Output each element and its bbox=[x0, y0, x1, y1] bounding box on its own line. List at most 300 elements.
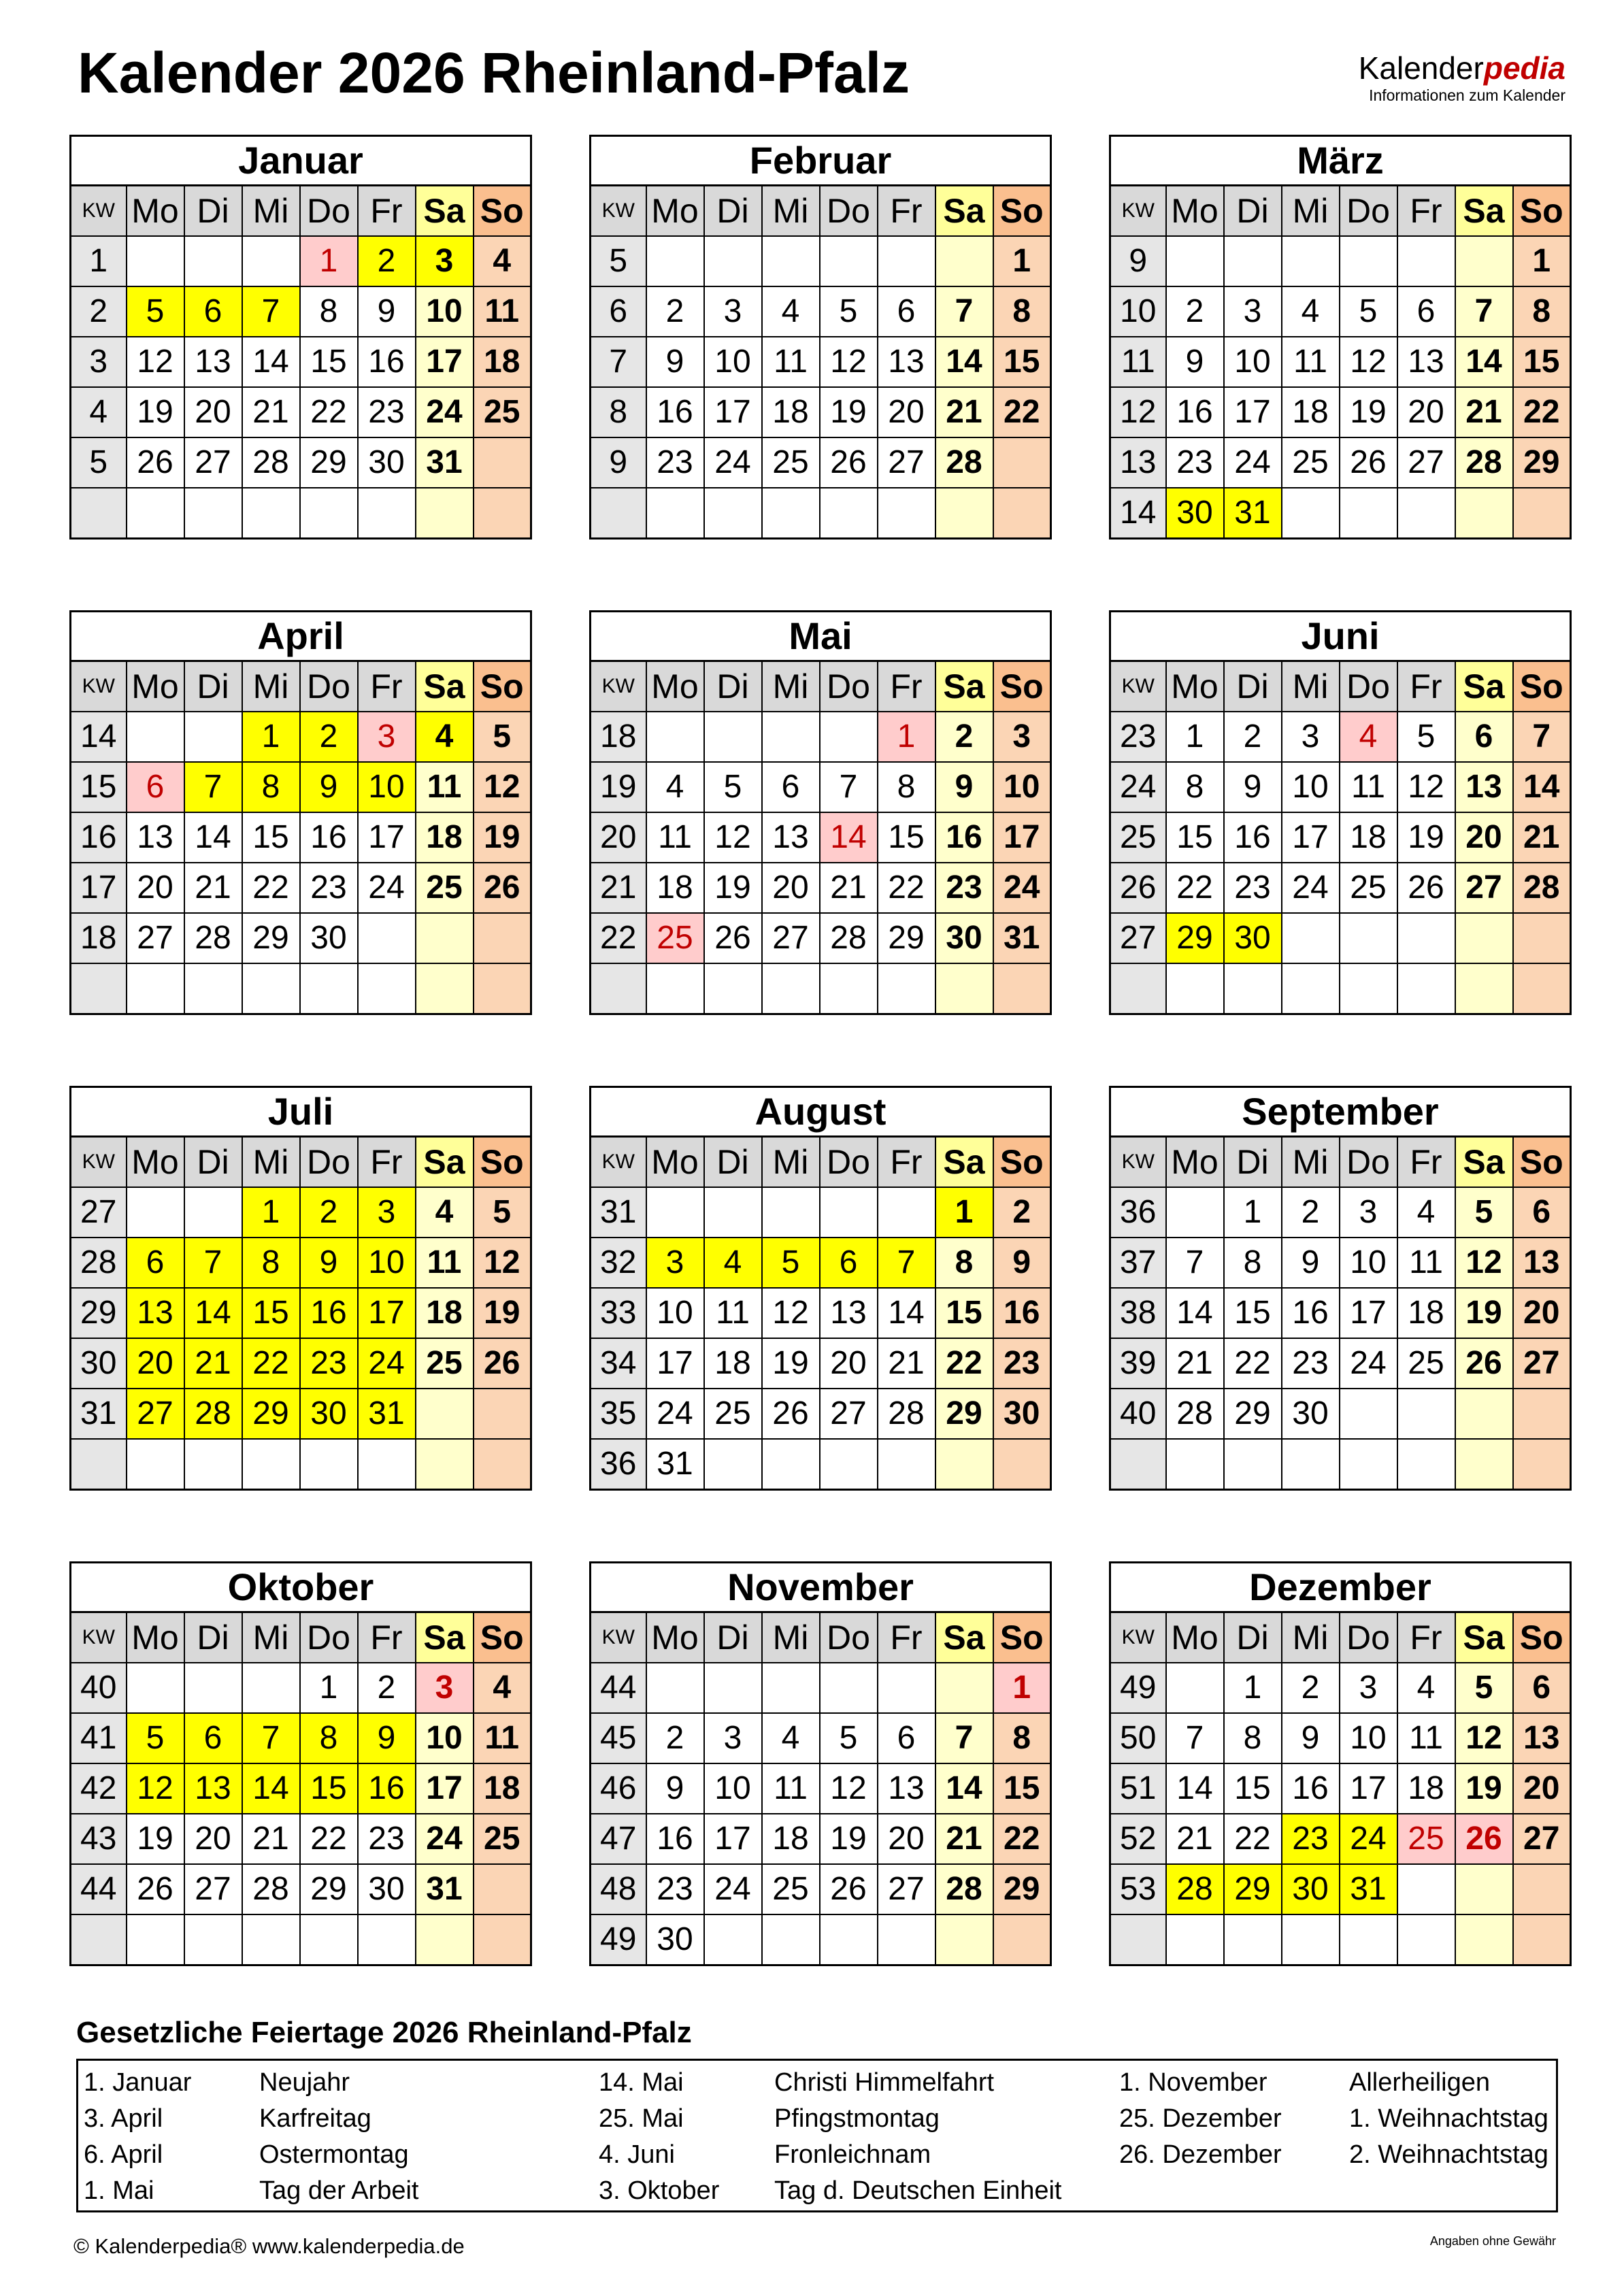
holiday-date: 1. Januar bbox=[84, 2068, 192, 2097]
month-table bbox=[1109, 1561, 1572, 1966]
week-number: 52 bbox=[1110, 1814, 1166, 1864]
holiday-date: 6. April bbox=[84, 2140, 163, 2169]
week-number: 28 bbox=[71, 1238, 127, 1288]
day-cell: 28 bbox=[1166, 1864, 1224, 1914]
month-name: November bbox=[591, 1563, 1051, 1612]
empty-day-cell bbox=[1282, 963, 1340, 1014]
week-number: 4 bbox=[71, 387, 127, 437]
weekday-header: Do bbox=[1340, 1612, 1397, 1663]
day-cell: 24 bbox=[416, 1814, 474, 1864]
weekday-header: So bbox=[474, 1612, 531, 1663]
day-cell: 19 bbox=[820, 387, 878, 437]
empty-day-cell bbox=[1224, 1914, 1282, 1965]
day-cell: 5 bbox=[1397, 712, 1455, 762]
day-cell: 9 bbox=[935, 762, 993, 812]
day-cell: 1 bbox=[993, 236, 1051, 286]
day-cell: 15 bbox=[993, 337, 1051, 387]
holiday-entry bbox=[599, 2101, 1102, 2137]
empty-day-cell bbox=[935, 1439, 993, 1490]
week-number: 25 bbox=[1110, 812, 1166, 863]
empty-day-cell bbox=[242, 1914, 300, 1965]
weekday-header: Di bbox=[704, 661, 762, 712]
day-cell: 23 bbox=[1166, 437, 1224, 488]
day-cell: 18 bbox=[646, 863, 704, 913]
week-number: 2 bbox=[71, 286, 127, 337]
empty-day-cell bbox=[1513, 963, 1571, 1014]
day-cell: 9 bbox=[1282, 1238, 1340, 1288]
empty-day-cell bbox=[704, 712, 762, 762]
day-cell: 22 bbox=[1166, 863, 1224, 913]
month-name: April bbox=[71, 612, 531, 661]
week-number: 27 bbox=[71, 1187, 127, 1238]
week-number: 41 bbox=[71, 1713, 127, 1763]
day-cell: 23 bbox=[1282, 1814, 1340, 1864]
week-number: 9 bbox=[591, 437, 646, 488]
legend-column bbox=[1119, 2065, 1623, 2173]
day-cell: 21 bbox=[1513, 812, 1571, 863]
day-cell: 24 bbox=[704, 437, 762, 488]
day-cell: 29 bbox=[1513, 437, 1571, 488]
day-cell: 29 bbox=[300, 1864, 358, 1914]
holiday-entry bbox=[1119, 2137, 1623, 2173]
empty-day-cell bbox=[935, 236, 993, 286]
empty-day-cell bbox=[704, 1439, 762, 1490]
empty-day-cell bbox=[762, 236, 820, 286]
empty-day-cell bbox=[242, 236, 300, 286]
day-cell: 1 bbox=[993, 1663, 1051, 1713]
empty-day-cell bbox=[474, 963, 531, 1014]
day-cell: 19 bbox=[127, 387, 184, 437]
empty-day-cell bbox=[646, 236, 704, 286]
holiday-date: 3. Oktober bbox=[599, 2176, 720, 2205]
week-row bbox=[1110, 1338, 1571, 1389]
week-number bbox=[1110, 1914, 1166, 1965]
empty-day-cell bbox=[820, 1187, 878, 1238]
week-number: 36 bbox=[1110, 1187, 1166, 1238]
month-dezember bbox=[1109, 1561, 1572, 1966]
day-cell: 8 bbox=[1513, 286, 1571, 337]
holiday-name: Christi Himmelfahrt bbox=[774, 2068, 995, 2097]
day-cell: 5 bbox=[1455, 1187, 1513, 1238]
day-cell: 6 bbox=[184, 286, 242, 337]
day-cell: 16 bbox=[300, 812, 358, 863]
holiday-name: Karfreitag bbox=[259, 2104, 371, 2133]
holiday-date: 25. Mai bbox=[599, 2104, 684, 2133]
day-cell: 21 bbox=[184, 1338, 242, 1389]
weekday-header: So bbox=[1513, 1137, 1571, 1188]
day-cell: 5 bbox=[127, 286, 184, 337]
week-number bbox=[1110, 963, 1166, 1014]
empty-day-cell bbox=[820, 963, 878, 1014]
month-name: Juni bbox=[1110, 612, 1571, 661]
day-cell: 14 bbox=[1166, 1288, 1224, 1338]
day-cell: 6 bbox=[820, 1238, 878, 1288]
week-number: 6 bbox=[591, 286, 646, 337]
month-april bbox=[69, 610, 532, 1015]
kw-header: KW bbox=[591, 1137, 646, 1188]
empty-day-cell bbox=[184, 488, 242, 539]
day-cell: 14 bbox=[935, 337, 993, 387]
week-number: 27 bbox=[1110, 913, 1166, 963]
empty-day-cell bbox=[127, 1439, 184, 1490]
weekday-header: Di bbox=[704, 1612, 762, 1663]
day-cell: 4 bbox=[646, 762, 704, 812]
day-cell: 14 bbox=[820, 812, 878, 863]
day-cell: 6 bbox=[878, 1713, 935, 1763]
logo-name-plain: Kalender bbox=[1358, 50, 1484, 86]
day-cell: 4 bbox=[416, 1187, 474, 1238]
weekday-header: Sa bbox=[416, 1137, 474, 1188]
weekday-header-row bbox=[591, 661, 1051, 712]
empty-day-cell bbox=[1397, 1389, 1455, 1439]
day-cell: 5 bbox=[474, 712, 531, 762]
day-cell: 22 bbox=[993, 1814, 1051, 1864]
week-row bbox=[71, 1338, 531, 1389]
day-cell: 11 bbox=[1340, 762, 1397, 812]
day-cell: 13 bbox=[127, 812, 184, 863]
month-table bbox=[69, 1086, 532, 1491]
day-cell: 19 bbox=[1455, 1288, 1513, 1338]
week-row bbox=[71, 1288, 531, 1338]
week-number: 31 bbox=[591, 1187, 646, 1238]
week-number: 30 bbox=[71, 1338, 127, 1389]
week-number: 40 bbox=[1110, 1389, 1166, 1439]
day-cell: 30 bbox=[358, 1864, 416, 1914]
week-row bbox=[1110, 1763, 1571, 1814]
week-number: 13 bbox=[1110, 437, 1166, 488]
holiday-name: Tag d. Deutschen Einheit bbox=[774, 2176, 1062, 2205]
logo-wordmark bbox=[1359, 50, 1565, 86]
day-cell: 26 bbox=[820, 437, 878, 488]
holiday-entry bbox=[599, 2065, 1102, 2101]
week-row bbox=[591, 1439, 1051, 1490]
empty-day-cell bbox=[1340, 1389, 1397, 1439]
day-cell: 12 bbox=[1340, 337, 1397, 387]
week-row bbox=[1110, 812, 1571, 863]
empty-day-cell bbox=[1455, 1914, 1513, 1965]
week-number: 11 bbox=[1110, 337, 1166, 387]
day-cell: 4 bbox=[1282, 286, 1340, 337]
day-cell: 17 bbox=[1282, 812, 1340, 863]
day-cell: 28 bbox=[820, 913, 878, 963]
day-cell: 8 bbox=[242, 1238, 300, 1288]
empty-day-cell bbox=[1340, 1914, 1397, 1965]
day-cell: 1 bbox=[242, 712, 300, 762]
day-cell: 10 bbox=[358, 1238, 416, 1288]
day-cell: 5 bbox=[127, 1713, 184, 1763]
week-row bbox=[1110, 1187, 1571, 1238]
weekday-header: Sa bbox=[1455, 1137, 1513, 1188]
day-cell: 10 bbox=[704, 1763, 762, 1814]
empty-day-cell bbox=[993, 488, 1051, 539]
weekday-header: Mi bbox=[762, 186, 820, 237]
weekday-header: Mo bbox=[646, 1137, 704, 1188]
day-cell: 15 bbox=[300, 337, 358, 387]
weekday-header: So bbox=[1513, 661, 1571, 712]
day-cell: 2 bbox=[300, 1187, 358, 1238]
day-cell: 7 bbox=[1455, 286, 1513, 337]
day-cell: 28 bbox=[242, 437, 300, 488]
month-name: Dezember bbox=[1110, 1563, 1571, 1612]
empty-day-cell bbox=[704, 488, 762, 539]
day-cell: 10 bbox=[358, 762, 416, 812]
day-cell: 25 bbox=[1397, 1338, 1455, 1389]
empty-day-cell bbox=[1513, 913, 1571, 963]
week-row bbox=[1110, 762, 1571, 812]
day-cell: 22 bbox=[300, 1814, 358, 1864]
weekday-header: Do bbox=[820, 1612, 878, 1663]
day-cell: 16 bbox=[300, 1288, 358, 1338]
empty-day-cell bbox=[1397, 1439, 1455, 1490]
weekday-header: Fr bbox=[1397, 1612, 1455, 1663]
day-cell: 27 bbox=[820, 1389, 878, 1439]
week-row bbox=[591, 863, 1051, 913]
weekday-header-row bbox=[1110, 1612, 1571, 1663]
empty-day-cell bbox=[1340, 963, 1397, 1014]
day-cell: 15 bbox=[993, 1763, 1051, 1814]
empty-day-cell bbox=[127, 1914, 184, 1965]
empty-day-cell bbox=[474, 1439, 531, 1490]
empty-day-cell bbox=[646, 963, 704, 1014]
week-row bbox=[1110, 488, 1571, 539]
week-row bbox=[1110, 1814, 1571, 1864]
day-cell: 11 bbox=[1397, 1713, 1455, 1763]
day-cell: 23 bbox=[300, 863, 358, 913]
holiday-entry bbox=[84, 2065, 587, 2101]
day-cell: 7 bbox=[184, 1238, 242, 1288]
day-cell: 23 bbox=[646, 1864, 704, 1914]
week-number: 39 bbox=[1110, 1338, 1166, 1389]
week-number bbox=[71, 1439, 127, 1490]
weekday-header: Fr bbox=[358, 1137, 416, 1188]
weekday-header: Sa bbox=[1455, 186, 1513, 237]
day-cell: 2 bbox=[993, 1187, 1051, 1238]
day-cell: 12 bbox=[704, 812, 762, 863]
week-row bbox=[71, 1663, 531, 1713]
day-cell: 21 bbox=[1166, 1338, 1224, 1389]
empty-day-cell bbox=[1166, 963, 1224, 1014]
day-cell: 11 bbox=[762, 1763, 820, 1814]
weekday-header: Fr bbox=[878, 661, 935, 712]
month-table bbox=[1109, 1086, 1572, 1491]
day-cell: 8 bbox=[1224, 1238, 1282, 1288]
empty-day-cell bbox=[416, 1389, 474, 1439]
empty-day-cell bbox=[184, 963, 242, 1014]
day-cell: 22 bbox=[993, 387, 1051, 437]
day-cell: 28 bbox=[1166, 1389, 1224, 1439]
empty-day-cell bbox=[1513, 1914, 1571, 1965]
week-row bbox=[71, 337, 531, 387]
day-cell: 13 bbox=[184, 337, 242, 387]
day-cell: 9 bbox=[1166, 337, 1224, 387]
day-cell: 12 bbox=[820, 1763, 878, 1814]
weekday-header: Mi bbox=[762, 661, 820, 712]
week-number bbox=[1110, 1439, 1166, 1490]
empty-day-cell bbox=[1166, 1914, 1224, 1965]
day-cell: 28 bbox=[184, 1389, 242, 1439]
weekday-header: Do bbox=[1340, 661, 1397, 712]
day-cell: 12 bbox=[762, 1288, 820, 1338]
day-cell: 28 bbox=[935, 1864, 993, 1914]
week-number: 8 bbox=[591, 387, 646, 437]
month-oktober bbox=[69, 1561, 532, 1966]
empty-day-cell bbox=[1397, 963, 1455, 1014]
day-cell: 24 bbox=[358, 1338, 416, 1389]
day-cell: 8 bbox=[993, 1713, 1051, 1763]
day-cell: 7 bbox=[1513, 712, 1571, 762]
week-number: 24 bbox=[1110, 762, 1166, 812]
day-cell: 29 bbox=[878, 913, 935, 963]
week-row bbox=[71, 1439, 531, 1490]
day-cell: 16 bbox=[935, 812, 993, 863]
day-cell: 26 bbox=[820, 1864, 878, 1914]
day-cell: 25 bbox=[762, 437, 820, 488]
empty-day-cell bbox=[993, 963, 1051, 1014]
day-cell: 20 bbox=[878, 1814, 935, 1864]
empty-day-cell bbox=[820, 712, 878, 762]
empty-day-cell bbox=[1397, 236, 1455, 286]
holiday-date: 14. Mai bbox=[599, 2068, 684, 2097]
weekday-header: Mo bbox=[1166, 661, 1224, 712]
week-number: 29 bbox=[71, 1288, 127, 1338]
month-januar bbox=[69, 135, 532, 540]
day-cell: 31 bbox=[646, 1439, 704, 1490]
day-cell: 21 bbox=[820, 863, 878, 913]
week-row bbox=[591, 1713, 1051, 1763]
footer-copyright[interactable]: © Kalenderpedia® www.kalenderpedia.de bbox=[73, 2234, 465, 2258]
holiday-entry bbox=[1119, 2101, 1623, 2137]
day-cell: 26 bbox=[704, 913, 762, 963]
day-cell: 18 bbox=[474, 1763, 531, 1814]
empty-day-cell bbox=[878, 488, 935, 539]
month-name: Januar bbox=[71, 136, 531, 186]
empty-day-cell bbox=[1397, 913, 1455, 963]
holiday-entry bbox=[599, 2137, 1102, 2173]
day-cell: 5 bbox=[1455, 1663, 1513, 1713]
day-cell: 18 bbox=[704, 1338, 762, 1389]
weekday-header-row bbox=[1110, 1137, 1571, 1188]
day-cell: 30 bbox=[935, 913, 993, 963]
weekday-header: Mi bbox=[1282, 661, 1340, 712]
day-cell: 18 bbox=[1340, 812, 1397, 863]
weekday-header-row bbox=[71, 1612, 531, 1663]
month-table bbox=[69, 135, 532, 540]
day-cell: 12 bbox=[1397, 762, 1455, 812]
day-cell: 11 bbox=[474, 1713, 531, 1763]
day-cell: 25 bbox=[416, 1338, 474, 1389]
day-cell: 7 bbox=[184, 762, 242, 812]
empty-day-cell bbox=[1282, 236, 1340, 286]
week-number: 36 bbox=[591, 1439, 646, 1490]
day-cell: 7 bbox=[242, 1713, 300, 1763]
day-cell: 8 bbox=[242, 762, 300, 812]
day-cell: 3 bbox=[1340, 1663, 1397, 1713]
day-cell: 17 bbox=[416, 1763, 474, 1814]
logo-name-accent: pedia bbox=[1483, 50, 1565, 86]
day-cell: 21 bbox=[1455, 387, 1513, 437]
day-cell: 3 bbox=[1224, 286, 1282, 337]
month-märz bbox=[1109, 135, 1572, 540]
day-cell: 1 bbox=[300, 236, 358, 286]
weekday-header: Di bbox=[1224, 1137, 1282, 1188]
weekday-header-row bbox=[71, 1137, 531, 1188]
day-cell: 23 bbox=[358, 387, 416, 437]
week-row bbox=[71, 712, 531, 762]
empty-day-cell bbox=[1397, 488, 1455, 539]
empty-day-cell bbox=[1166, 236, 1224, 286]
day-cell: 1 bbox=[1166, 712, 1224, 762]
day-cell: 3 bbox=[1282, 712, 1340, 762]
week-number: 20 bbox=[591, 812, 646, 863]
week-number: 44 bbox=[591, 1663, 646, 1713]
day-cell: 19 bbox=[1397, 812, 1455, 863]
empty-day-cell bbox=[1282, 488, 1340, 539]
day-cell: 24 bbox=[1224, 437, 1282, 488]
day-cell: 26 bbox=[474, 1338, 531, 1389]
day-cell: 27 bbox=[184, 437, 242, 488]
day-cell: 24 bbox=[993, 863, 1051, 913]
day-cell: 17 bbox=[704, 1814, 762, 1864]
day-cell: 7 bbox=[935, 286, 993, 337]
month-name: Juli bbox=[71, 1087, 531, 1137]
day-cell: 4 bbox=[416, 712, 474, 762]
week-row bbox=[71, 1713, 531, 1763]
day-cell: 20 bbox=[184, 387, 242, 437]
day-cell: 29 bbox=[242, 1389, 300, 1439]
empty-day-cell bbox=[358, 1914, 416, 1965]
weekday-header: So bbox=[1513, 186, 1571, 237]
month-name: Februar bbox=[591, 136, 1051, 186]
day-cell: 6 bbox=[1397, 286, 1455, 337]
week-row bbox=[1110, 1713, 1571, 1763]
weekday-header: So bbox=[474, 661, 531, 712]
month-februar bbox=[589, 135, 1052, 540]
kalenderpedia-logo[interactable] bbox=[1359, 50, 1565, 105]
weekday-header: Fr bbox=[878, 186, 935, 237]
week-row bbox=[591, 236, 1051, 286]
empty-day-cell bbox=[878, 1663, 935, 1713]
day-cell: 27 bbox=[127, 913, 184, 963]
day-cell: 31 bbox=[993, 913, 1051, 963]
holiday-name: Tag der Arbeit bbox=[259, 2176, 419, 2205]
day-cell: 12 bbox=[127, 1763, 184, 1814]
day-cell: 26 bbox=[762, 1389, 820, 1439]
day-cell: 17 bbox=[993, 812, 1051, 863]
week-row bbox=[591, 1814, 1051, 1864]
day-cell: 3 bbox=[416, 236, 474, 286]
day-cell: 27 bbox=[878, 1864, 935, 1914]
weekday-header: Do bbox=[300, 1137, 358, 1188]
weekday-header: Di bbox=[184, 1612, 242, 1663]
day-cell: 24 bbox=[646, 1389, 704, 1439]
weekday-header: Mi bbox=[762, 1612, 820, 1663]
week-number: 42 bbox=[71, 1763, 127, 1814]
empty-day-cell bbox=[1224, 963, 1282, 1014]
week-row bbox=[591, 1288, 1051, 1338]
day-cell: 15 bbox=[878, 812, 935, 863]
empty-day-cell bbox=[184, 1439, 242, 1490]
day-cell: 18 bbox=[1397, 1763, 1455, 1814]
empty-day-cell bbox=[127, 488, 184, 539]
day-cell: 8 bbox=[1224, 1713, 1282, 1763]
empty-day-cell bbox=[1513, 1864, 1571, 1914]
holiday-name: Ostermontag bbox=[259, 2140, 409, 2169]
day-cell: 16 bbox=[646, 387, 704, 437]
empty-day-cell bbox=[878, 236, 935, 286]
empty-day-cell bbox=[1455, 1864, 1513, 1914]
empty-day-cell bbox=[878, 1914, 935, 1965]
day-cell: 2 bbox=[646, 286, 704, 337]
